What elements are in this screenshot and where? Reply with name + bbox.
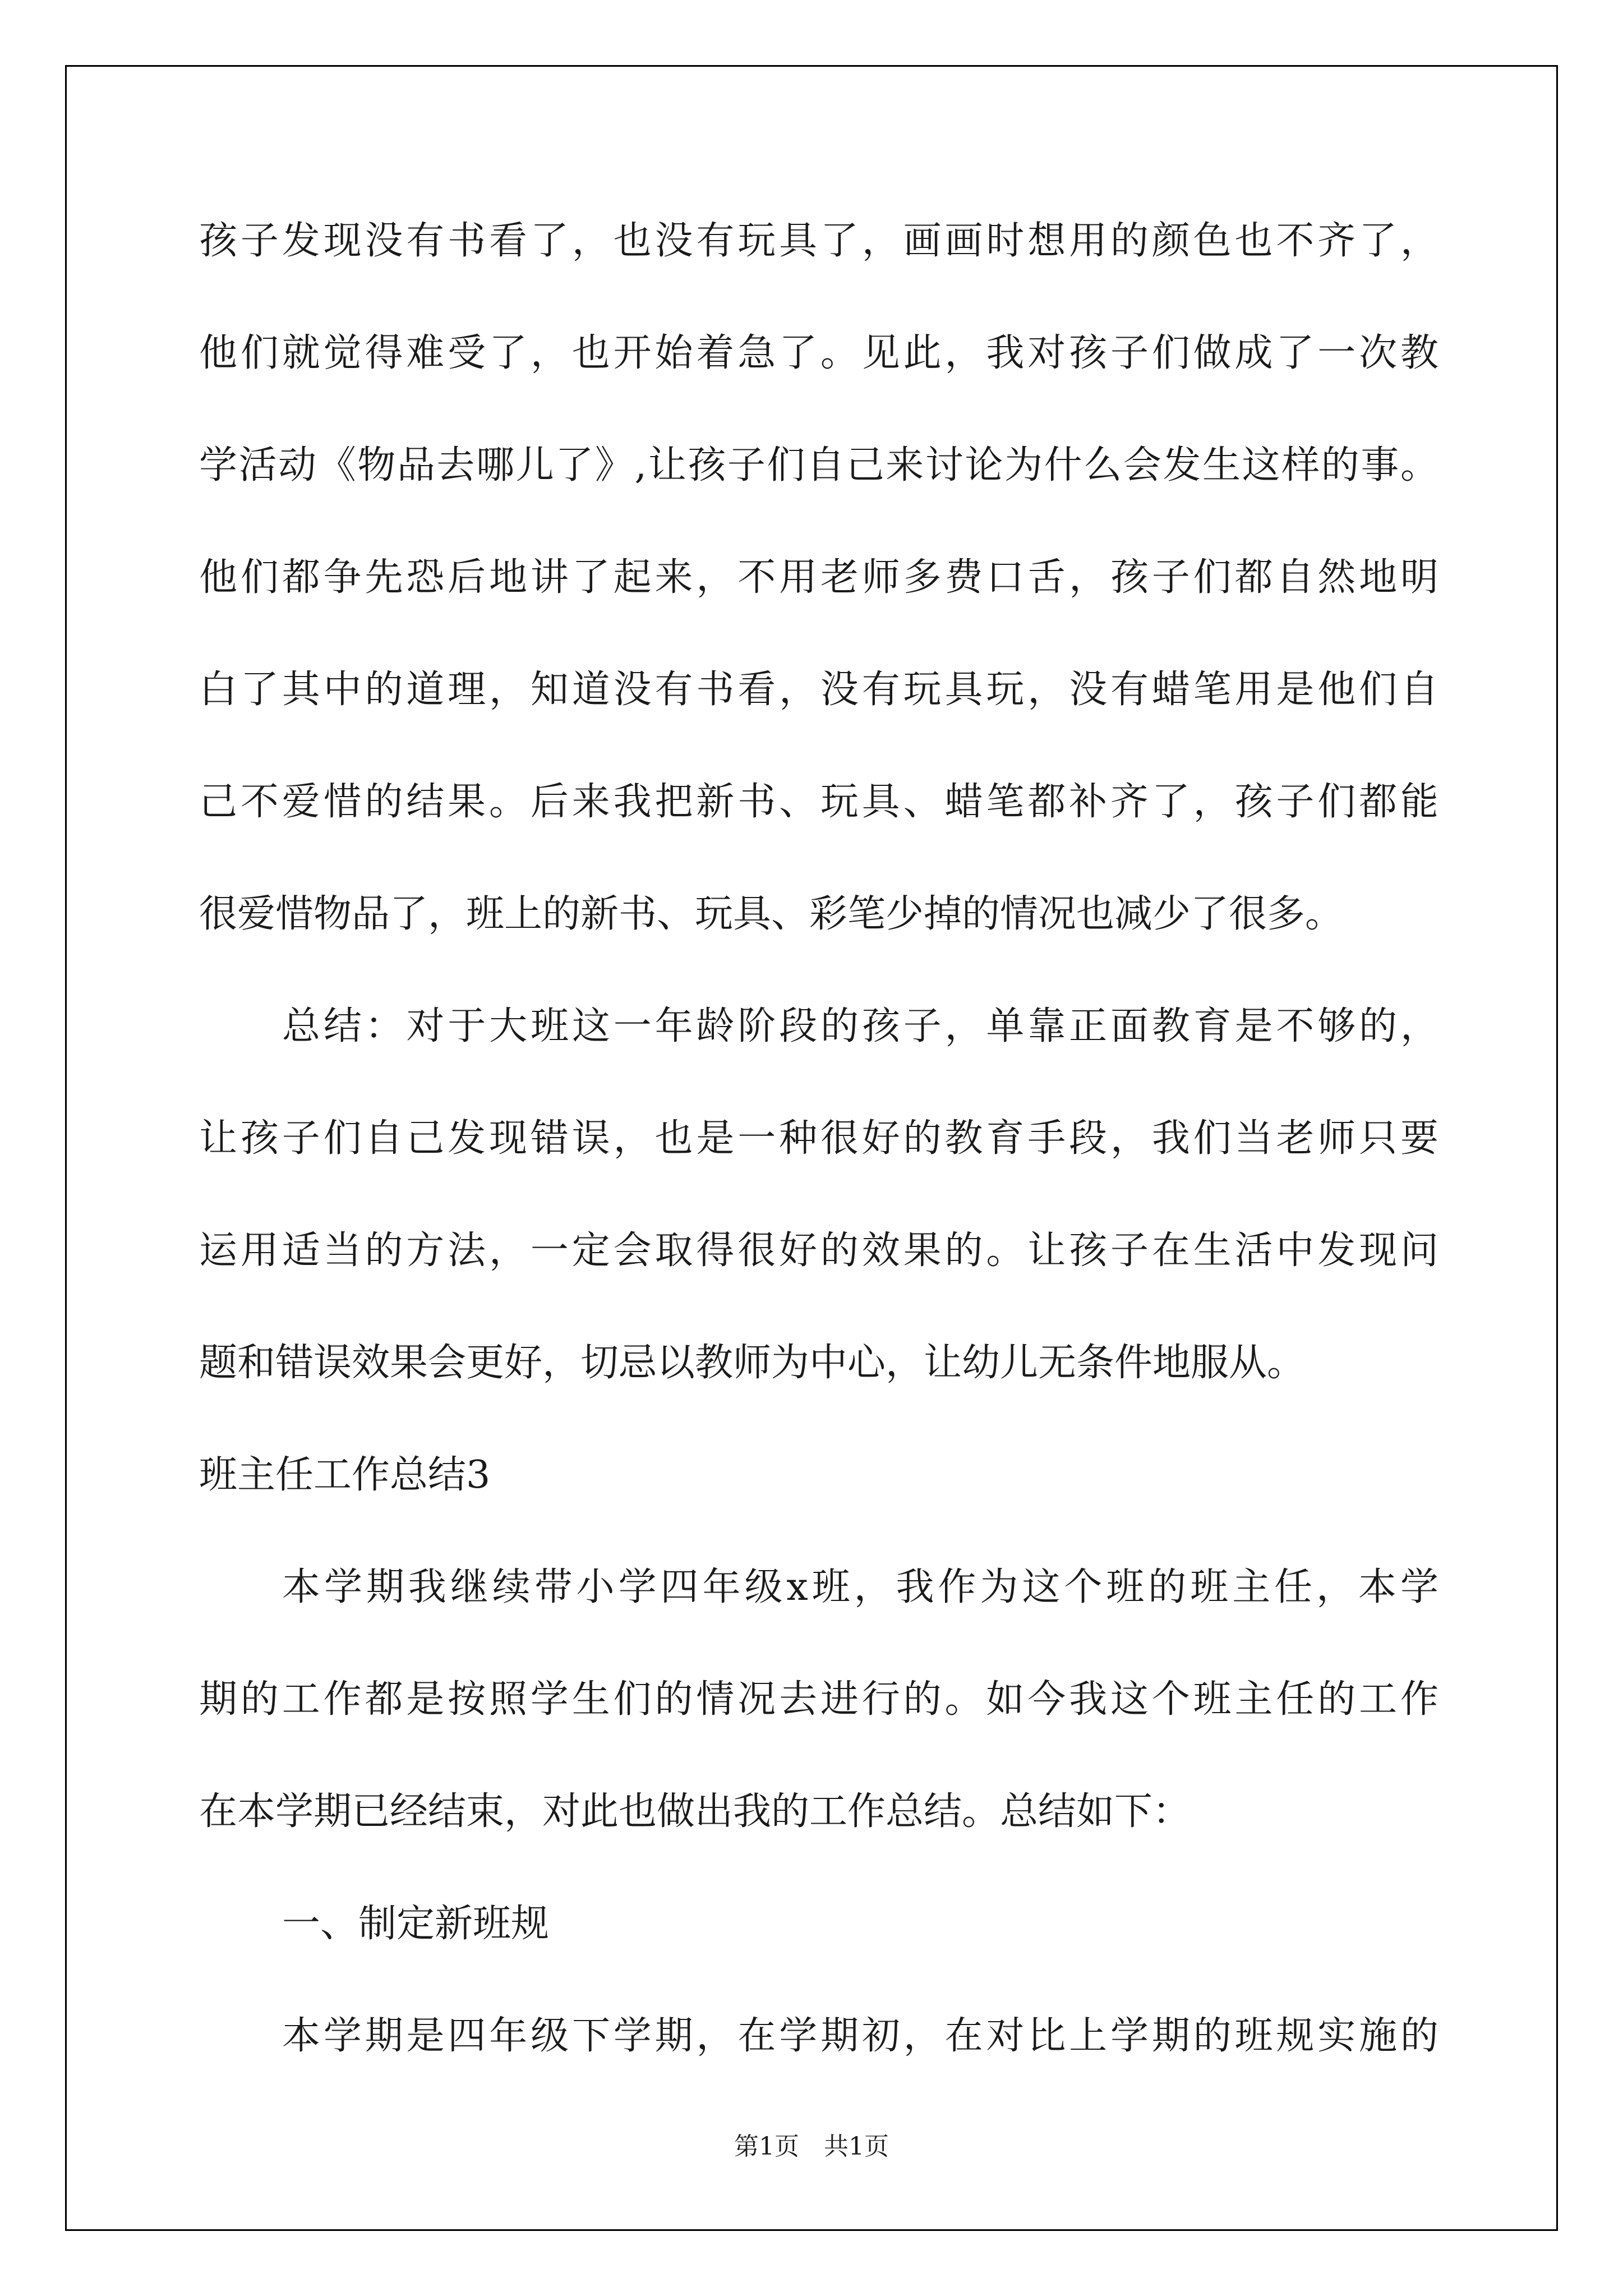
body-line: 本学期我继续带小学四年级x班，我作为这个班的班主任，本学 (282, 1565, 1438, 1609)
body-line: 本学期是四年级下学期，在学期初，在对比上学期的班规实施的 (282, 2014, 1438, 2058)
body-line: 他们都争先恐后地讲了起来，不用老师多费口舌，孩子们都自然地明 (199, 555, 1438, 600)
body-line: 很爱惜物品了，班上的新书、玩具、彩笔少掉的情况也减少了很多。 (199, 892, 1344, 936)
body-line: 孩子发现没有书看了，也没有玩具了，画画时想用的颜色也不齐了， (199, 219, 1438, 263)
body-line: 总结：对于大班这一年龄阶段的孩子，单靠正面教育是不够的， (282, 1004, 1438, 1048)
body-line: 期的工作都是按照学生们的情况去进行的。如今我这个班主任的工作 (199, 1677, 1438, 1722)
body-line: 学活动《物品去哪儿了》,让孩子们自己来讨论为什么会发生这样的事。 (199, 443, 1438, 487)
subsection-heading: 一、制定新班规 (282, 1902, 550, 1946)
body-line: 己不爱惜的结果。后来我把新书、玩具、蜡笔都补齐了，孩子们都能 (199, 780, 1438, 824)
body-line: 让孩子们自己发现错误，也是一种很好的教育手段，我们当老师只要 (199, 1116, 1438, 1161)
section-heading: 班主任工作总结3 (199, 1453, 491, 1497)
body-line: 题和错误效果会更好，切忌以教师为中心，让幼儿无条件地服从。 (199, 1341, 1306, 1385)
body-line: 运用适当的方法，一定会取得很好的效果的。让孩子在生活中发现问 (199, 1228, 1438, 1273)
body-line: 在本学期已经结束，对此也做出我的工作总结。总结如下： (199, 1789, 1191, 1834)
body-line: 他们就觉得难受了，也开始着急了。见此，我对孩子们做成了一次教 (199, 331, 1438, 375)
body-line: 白了其中的道理，知道没有书看，没有玩具玩，没有蜡笔用是他们自 (199, 668, 1438, 712)
page-number-footer: 第1页 共1页 (734, 2132, 889, 2161)
document-body (199, 213, 1438, 2120)
